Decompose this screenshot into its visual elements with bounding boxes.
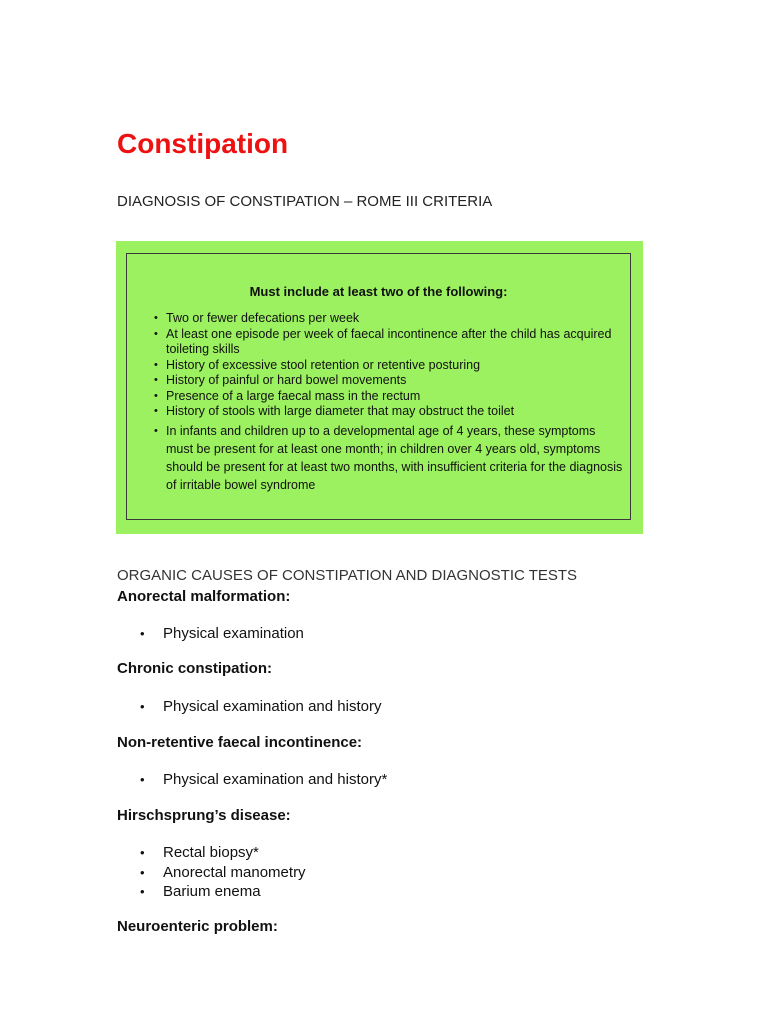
condition-title: Chronic constipation:: [117, 660, 272, 677]
condition-title: Non-retentive faecal incontinence:: [117, 734, 363, 751]
criteria-item: • In infants and children up to a developmental age of 4 years, these symptoms must be present for at least one month; in children over 4 years old, symptoms should be present for at least two months, with insufficient criteria for the diagnosis of irritable bowel syndrome: [154, 422, 624, 494]
criteria-item: • History of excessive stool retention or retentive posturing: [154, 358, 624, 374]
test-list: [140, 770, 387, 790]
page-title: Constipation: [117, 128, 289, 159]
criteria-item: • Presence of a large faecal mass in the rectum: [154, 389, 624, 405]
condition-title: Neuroenteric problem:: [117, 918, 278, 935]
criteria-frame: [126, 253, 631, 520]
test-item: • Barium enema: [140, 882, 306, 902]
test-list: [140, 624, 304, 644]
test-item: • Physical examination and history: [140, 697, 381, 717]
criteria-list: [154, 311, 624, 494]
condition-title: Anorectal malformation:: [117, 588, 291, 605]
test-item: • Physical examination and history*: [140, 770, 387, 790]
criteria-subtitle: DIAGNOSIS OF CONSTIPATION – ROME III CRITERIA: [117, 193, 493, 210]
condition-title: Hirschsprung’s disease:: [117, 807, 291, 824]
organic-causes-heading: ORGANIC CAUSES OF CONSTIPATION AND DIAGNOSTIC TESTS: [117, 567, 578, 584]
criteria-heading: Must include at least two of the following:: [249, 284, 508, 299]
test-list: [140, 843, 306, 902]
test-item: • Physical examination: [140, 624, 304, 644]
rome-criteria-box: [116, 241, 643, 534]
test-item: • Rectal biopsy*: [140, 843, 306, 863]
criteria-item: • History of painful or hard bowel movements: [154, 373, 624, 389]
test-item: • Anorectal manometry: [140, 863, 306, 883]
criteria-item: • Two or fewer defecations per week: [154, 311, 624, 327]
test-list: [140, 697, 381, 717]
criteria-item: • At least one episode per week of faecal incontinence after the child has acquired toileting skills: [154, 327, 624, 358]
criteria-item: • History of stools with large diameter that may obstruct the toilet: [154, 404, 624, 420]
